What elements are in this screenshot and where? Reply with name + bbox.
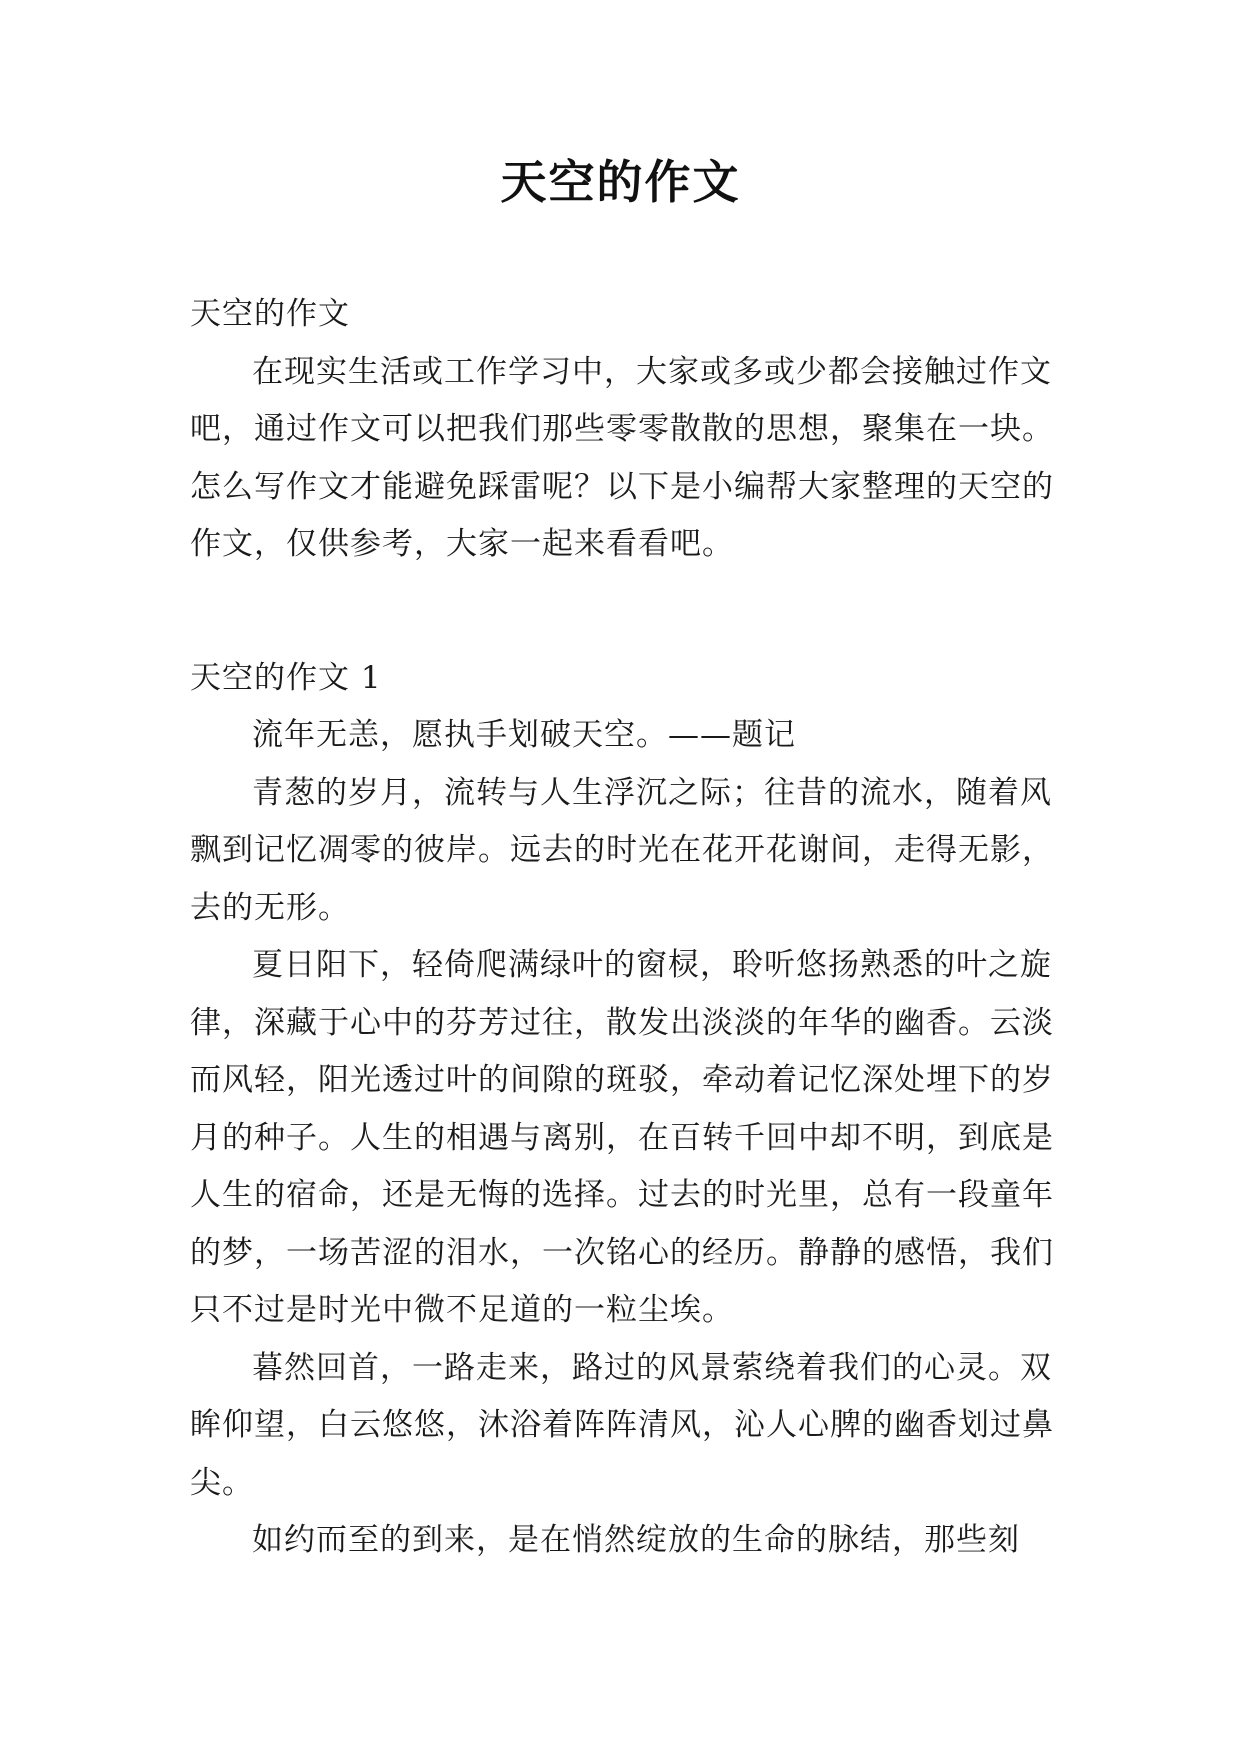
essay-1-heading: 天空的作文 1 — [190, 659, 382, 696]
essay-1-epigraph: 流年无恙，愿执手划破天空。——题记 — [252, 717, 796, 753]
section-spacer — [190, 574, 1060, 650]
intro-paragraph: 在现实生活或工作学习中，大家或多或少都会接触过作文吧，通过作文可以把我们那些零零散散的思想，聚集在一块。怎么写作文才能避免踩雷呢？以下是小编帮大家整理的天空的作文，仅供参考，大家一起来看看吧。 — [190, 353, 1054, 562]
essay-1-paragraph-1: 青葱的岁月，流转与人生浮沉之际；往昔的流水，随着风飘到记忆凋零的彼岸。远去的时光在花开花谢间，走得无影，去的无形。 — [190, 774, 1054, 926]
document-title: 天空的作文 — [500, 155, 741, 209]
essay-1-paragraph-3: 暮然回首，一路走来，路过的风景萦绕着我们的心灵。双眸仰望，白云悠悠，沐浴着阵阵清风，沁人心脾的幽香划过鼻尖。 — [190, 1349, 1054, 1501]
essay-1-paragraph-4: 如约而至的到来，是在悄然绽放的生命的脉结，那些刻 — [252, 1522, 1020, 1558]
essay-1-paragraph-2: 夏日阳下，轻倚爬满绿叶的窗棂，聆听悠扬熟悉的叶之旋律，深藏于心中的芬芳过往，散发出淡淡的年华的幽香。云淡而风轻，阳光透过叶的间隙的斑驳，牵动着记忆深处埋下的岁月的种子。人生的相遇与离别，在百转千回中却不明，到底是人生的宿命，还是无悔的选择。过去的时光里，总有一段童年的梦，一场苦涩的泪水，一次铭心的经历。静静的感悟，我们只不过是时光中微不足道的一粒尘埃。 — [190, 947, 1054, 1328]
document-body — [190, 286, 1060, 1570]
intro-heading: 天空的作文 — [190, 296, 350, 332]
